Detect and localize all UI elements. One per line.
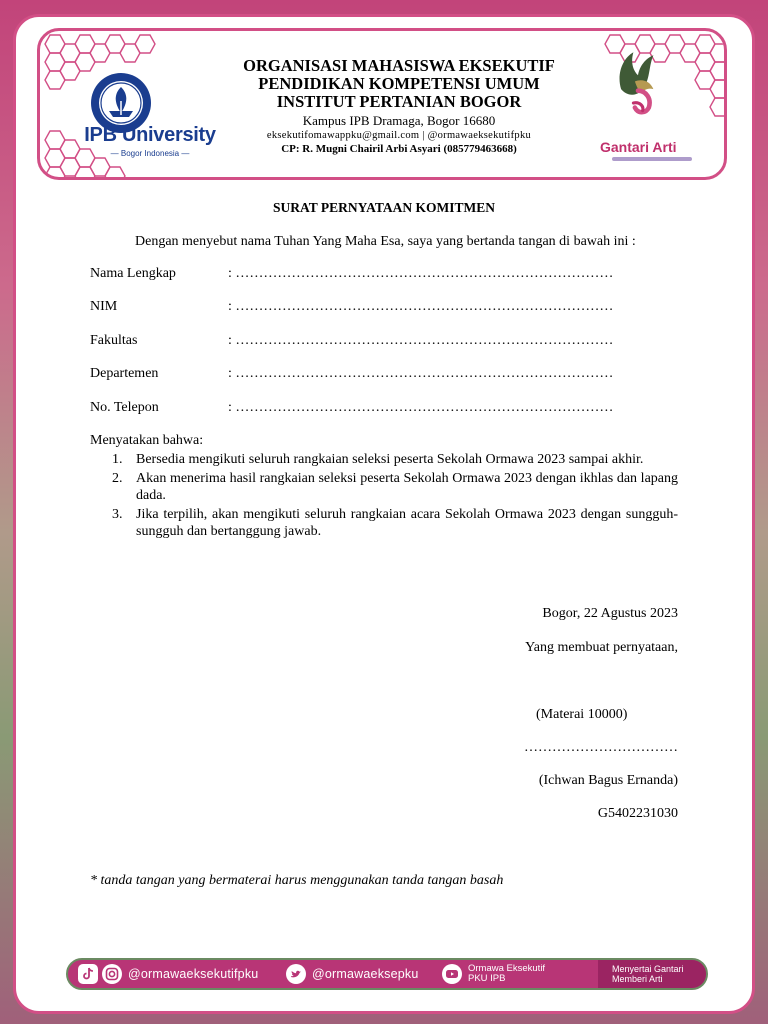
statement-heading: Menyatakan bahwa: (90, 433, 204, 448)
field-value: : ……………………………………………………………………… (228, 266, 614, 281)
statement-item (90, 451, 678, 468)
statement-text: Jika terpilih, akan mengikuti seluruh rangkaian acara Sekolah Ormawa 2023 dengan sungguh-sungguh dan bertanggung jawab. (136, 507, 678, 539)
youtube-icon (442, 964, 462, 984)
place-date: Bogor, 22 Agustus 2023 (542, 606, 678, 621)
org-name-line3: INSTITUT PERTANIAN BOGOR (276, 92, 522, 111)
letterhead (37, 28, 727, 180)
instagram-handle: @ormawaeksekutifpku (128, 967, 259, 981)
field-label: NIM (90, 299, 118, 314)
field-value: : ……………………………………………………………………… (228, 299, 614, 314)
gantari-arti-subline (612, 157, 692, 161)
instagram-link[interactable] (78, 960, 258, 988)
gantari-arti-logo-icon (588, 43, 688, 143)
statement-list (90, 451, 678, 542)
statement-item (90, 506, 678, 540)
signer-name: (Ichwan Bagus Ernanda) (538, 773, 678, 788)
tiktok-icon (78, 964, 98, 984)
field-label: Fakultas (90, 333, 138, 348)
org-address: Kampus IPB Dramaga, Bogor 16680 (302, 113, 496, 128)
twitter-link[interactable] (286, 960, 419, 988)
social-footer-bar (66, 958, 708, 990)
field-value: : ……………………………………………………………………… (228, 333, 614, 348)
signer-id: G5402231030 (597, 806, 678, 821)
org-contact: eksekutifomawappku@gmail.com | @ormawaeksekutifpku (266, 130, 532, 141)
statement-number: 1. (112, 452, 123, 467)
footer-tagline (598, 960, 706, 988)
stamp-placeholder: (Materai 10000) (536, 707, 628, 722)
twitter-icon (286, 964, 306, 984)
ipb-university-wordmark: IPB University (84, 124, 216, 146)
youtube-link[interactable] (442, 960, 545, 988)
twitter-handle: @ormawaeksepku (312, 967, 419, 981)
field-label: Nama Lengkap (90, 266, 176, 281)
signature-line: …………………………… (524, 740, 678, 755)
field-label: Departemen (90, 366, 159, 381)
org-name-line2: PENDIDIKAN KOMPETENSI UMUM (258, 74, 540, 93)
statement-text: Bersedia mengikuti seluruh rangkaian seleksi peserta Sekolah Ormawa 2023 sampai akhir. (136, 452, 644, 467)
org-name-line1: ORGANISASI MAHASISWA EKSEKUTIF (243, 56, 555, 75)
instagram-icon (102, 964, 122, 984)
document-title: SURAT PERNYATAAN KOMITMEN (272, 200, 496, 215)
field-label: No. Telepon (90, 400, 159, 415)
youtube-channel-line2: PKU IPB (468, 973, 506, 984)
statement-item (90, 470, 678, 504)
signature-note: * tanda tangan yang bermaterai harus menggunakan tanda tangan basah (90, 873, 504, 888)
organization-block (219, 57, 579, 156)
field-value: : ……………………………………………………………………… (228, 400, 614, 415)
statement-number: 2. (112, 471, 123, 486)
ipb-location-tag: — Bogor Indonesia — (110, 149, 190, 158)
maker-label: Yang membuat pernyataan, (525, 640, 678, 655)
tagline-line1: Menyertai Gantari (612, 964, 684, 974)
field-value: : ……………………………………………………………………… (228, 366, 614, 381)
youtube-channel (468, 964, 545, 984)
org-contact-person: CP: R. Mugni Chairil Arbi Asyari (085779463668) (281, 143, 517, 155)
statement-number: 3. (112, 507, 123, 522)
youtube-channel-line1: Ormawa Eksekutif (468, 963, 546, 974)
intro-paragraph: Dengan menyebut nama Tuhan Yang Maha Esa, saya yang bertanda tangan di bawah ini : (135, 234, 636, 249)
statement-text: Akan menerima hasil rangkaian seleksi peserta Sekolah Ormawa 2023 dengan ikhlas dan lapang dada. (136, 471, 678, 503)
gantari-arti-wordmark: Gantari Arti (600, 139, 677, 155)
tagline-line2: Memberi Arti (612, 974, 663, 984)
